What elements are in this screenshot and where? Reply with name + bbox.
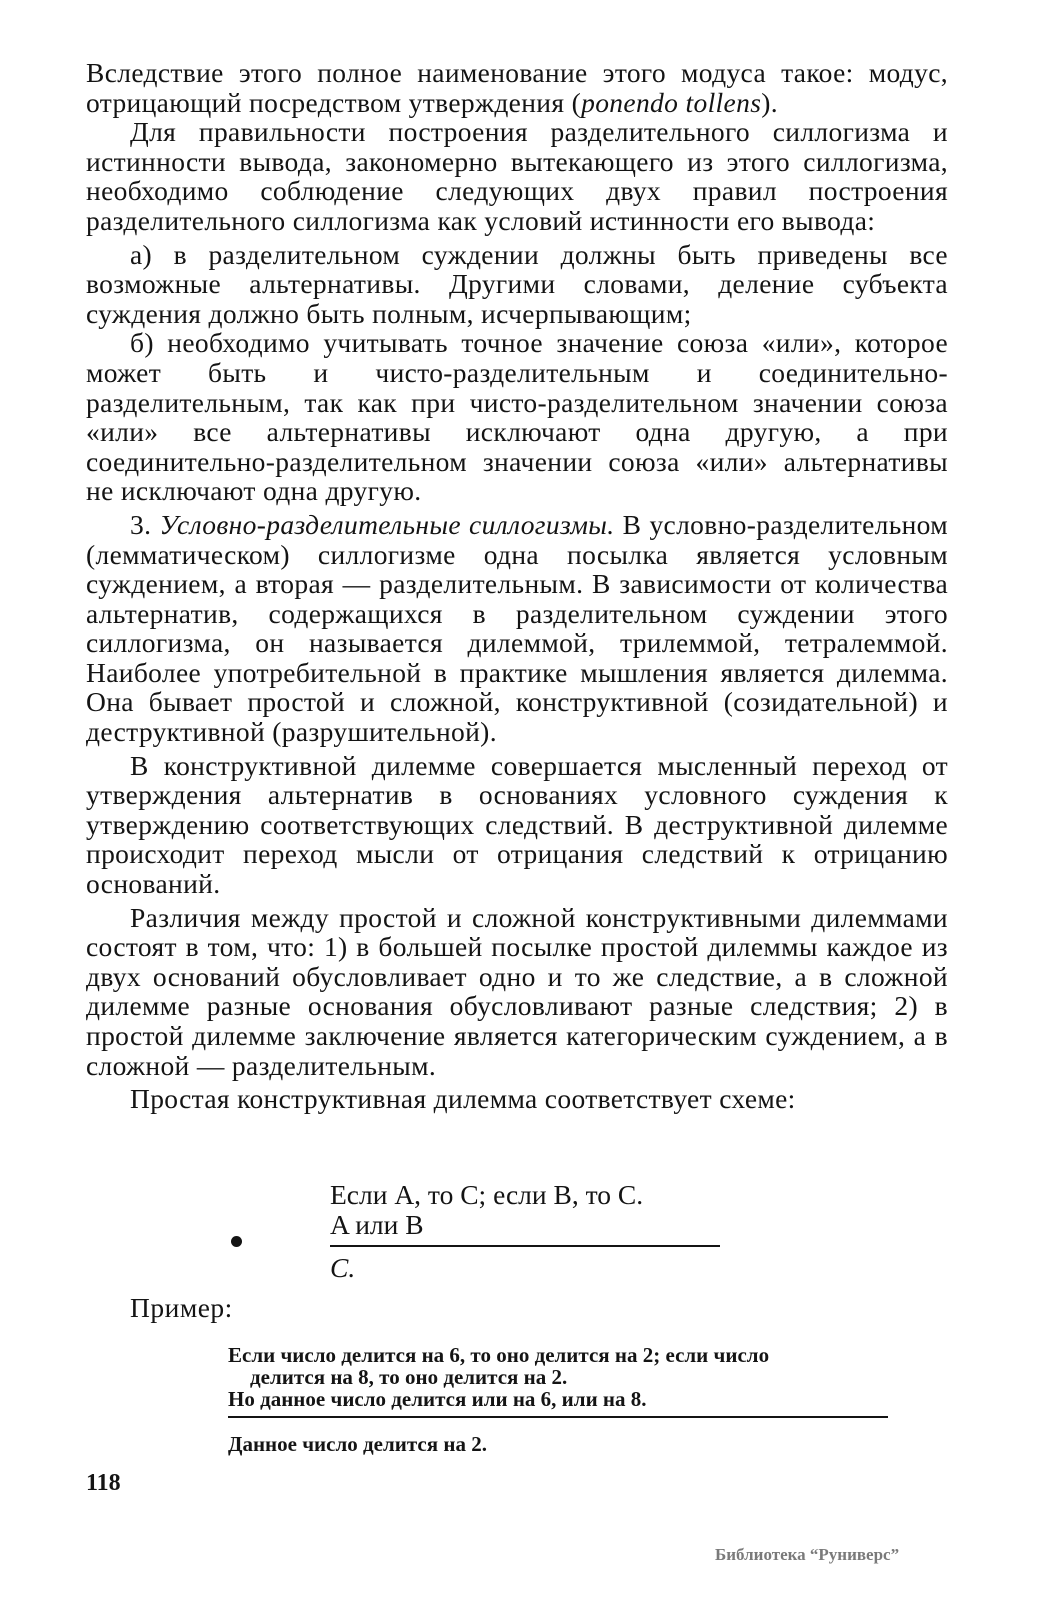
rule-b: б) необходимо учитывать точное значение союза «или», которое может быть и чисто-разделительным и соединительно-разделительным, так как при чисто-разделительном значении союза «или» все альтернативы исключают одна другую, а при соединительно-разделительном значении союза «или» альтернативы не исключают одна другую. — [86, 327, 948, 507]
paragraph-1-text: Вследствие этого полное наименование этого модуса такое: модус, отрицающий посредством утверждения ( — [86, 57, 948, 118]
example-conclusion: Данное число делится на 2. — [228, 1432, 487, 1456]
paragraph-1 — [86, 58, 948, 117]
page-number: 118 — [86, 1470, 121, 1496]
example-major-premise-cont: делится на 8, то оно делится на 2. — [250, 1365, 568, 1389]
section-3 — [86, 510, 948, 747]
paragraph-1-end: ). — [761, 86, 778, 118]
formula-minor-premise: A или B — [330, 1209, 424, 1240]
paragraph-differences: Различия между простой и сложной конструктивными дилеммами состоят в том, что: 1) в большей посылке простой дилеммы каждое из двух оснований обусловливает одно и то же следствие, а в сложной дилемме разные основания обусловливают разные следствия; 2) в простой дилемме заключение является категорическим суждением, а в сложной — разделительным. — [86, 901, 948, 1081]
formula-major-premise: Если A, то C; если B, то C. — [330, 1179, 644, 1210]
example-minor-premise: Но данное число делится или на 6, или на 8. — [228, 1387, 647, 1411]
bullet-mark — [231, 1236, 242, 1247]
paragraph-2: Для правильности построения разделительного силлогизма и истинности вывода, закономерно вытекающего из этого силлогизма, необходимо соблюдение следующих двух правил построения разделительного силлогизма как условий истинности его вывода: — [86, 116, 948, 236]
example-label: Пример: — [130, 1292, 233, 1323]
rule-a: а) в разделительном суждении должны быть приведены все возможные альтернативы. Другими словами, деление субъекта суждения должно быть полным, исчерпывающим; — [86, 238, 948, 329]
library-watermark: Библиотека “Руниверс” — [715, 1545, 900, 1564]
dilemma-formula — [330, 1180, 720, 1240]
paragraph-scheme-intro: Простая конструктивная дилемма соответствует схеме: — [130, 1083, 796, 1115]
formula-divider — [330, 1245, 720, 1247]
latin-term: ponendo tollens — [581, 86, 762, 118]
section-number: 3. — [130, 508, 160, 540]
section-heading: Условно-разделительные силлогизмы. — [159, 508, 615, 540]
page-body — [86, 58, 948, 1114]
example-major-premise: Если число делится на 6, то оно делится на 2; если число — [228, 1343, 770, 1367]
example-syllogism — [228, 1344, 888, 1410]
paragraph-constructive: В конструктивной дилемме совершается мысленный переход от утверждения альтернатив в основаниях условного суждения к утверждению соответствующих следствий. В деструктивной дилемме происходит переход мысли от отрицания следствий к отрицанию оснований. — [86, 749, 948, 900]
example-divider — [228, 1416, 888, 1418]
section-3-text: В условно-разделительном (лемматическом) силлогизме одна посылка является условным суждением, а вторая — разделительным. В зависимости от количества альтернатив, содержащихся в разделительном суждении этого силлогизма, он называется дилеммой, трилеммой, тетралеммой. Наиболее употребительной в практике мышления является дилемма. Она бывает простой и сложной, конструктивной (созидательной) и деструктивной (разрушительной). — [86, 508, 948, 748]
formula-conclusion: C. — [330, 1252, 356, 1283]
